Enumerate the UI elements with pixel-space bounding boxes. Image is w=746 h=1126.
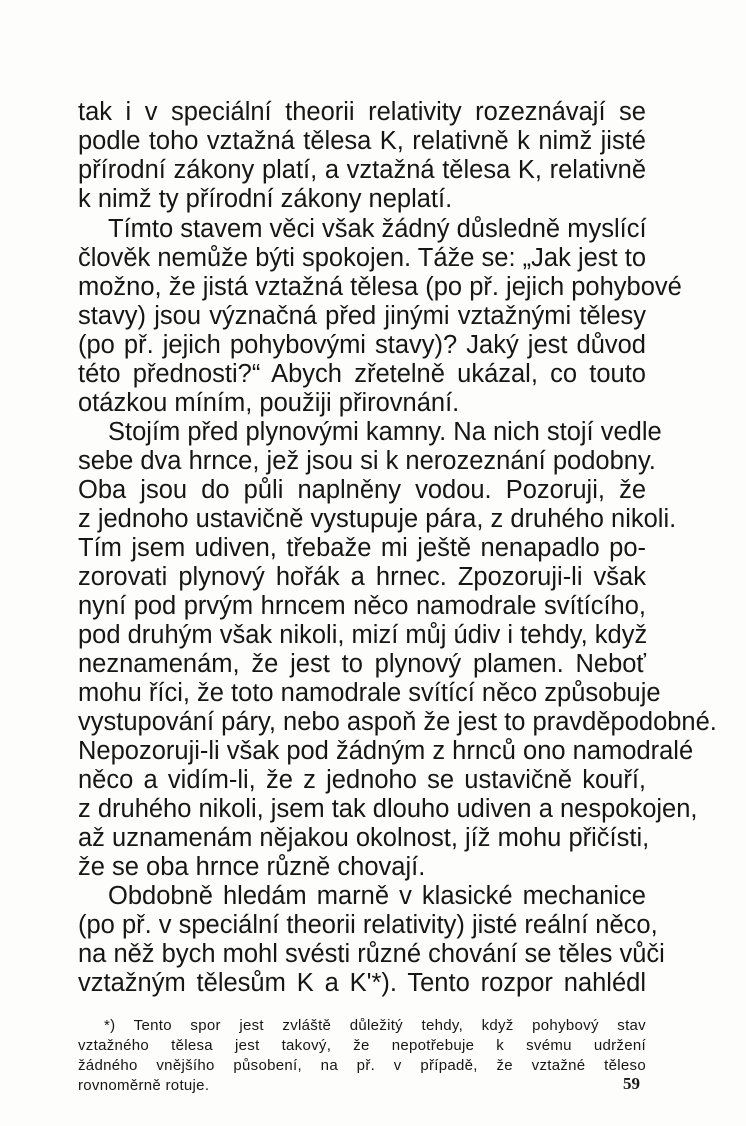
text-line: člověk nemůže býti spokojen. Táže se: „Jak jest to xyxy=(78,244,646,272)
text-line: něco a vidím-li, že z jednoho se ustavičně kouří, xyxy=(78,766,646,794)
footnote-line: *) Tento spor jest zvláště důležitý tehdy, když pohybový stav xyxy=(104,1017,646,1034)
text-line: (po př. jejich pohybovými stavy)? Jaký jest důvod xyxy=(78,331,646,359)
text-line: přírodní zákony platí, a vztažná tělesa K, relativně xyxy=(78,156,646,184)
text-line: možno, že jistá vztažná tělesa (po př. jejich pohybové xyxy=(78,273,682,301)
text-line: z jednoho ustavičně vystupuje pára, z druhého nikoli. xyxy=(78,505,677,533)
text-line: vztažným tělesům K a K'*). Tento rozpor nahlédl xyxy=(78,969,646,997)
text-line: neznamenám, že jest to plynový plamen. Neboť xyxy=(78,650,646,678)
text-line: Tímto stavem věci však žádný důsledně myslící xyxy=(108,215,647,243)
text-line: tak i v speciální theorii relativity rozeznávají se xyxy=(78,98,646,126)
text-line: Oba jsou do půli naplněny vodou. Pozoruji, že xyxy=(78,476,646,504)
text-line: k nimž ty přírodní zákony neplatí. xyxy=(78,185,453,213)
text-line: pod druhým však nikoli, mizí můj údiv i tehdy, když xyxy=(78,621,648,649)
text-line: Nepozoruji-li však pod žádným z hrnců ono namodralé xyxy=(78,737,694,765)
text-line: Stojím před plynovými kamny. Na nich stojí vedle xyxy=(108,418,662,446)
text-line: že se oba hrnce různě chovají. xyxy=(78,853,426,881)
footnote-line: žádného vnějšího působení, na př. v případě, že vztažné těleso xyxy=(78,1057,646,1074)
text-line: mohu říci, že toto namodrale svítící něco způsobuje xyxy=(78,679,661,707)
text-line: této přednosti?“ Abych zřetelně ukázal, co touto xyxy=(78,360,646,388)
text-line: Obdobně hledám marně v klasické mechanice xyxy=(108,882,646,910)
footnote-line: vztažného tělesa jest takový, že nepotřebuje k svému udržení xyxy=(78,1037,646,1054)
text-line: na něž bych mohl svésti různé chování se těles vůči xyxy=(78,940,665,968)
text-line: Tím jsem udiven, třebaže mi ještě nenapadlo po- xyxy=(78,534,646,562)
text-line: nyní pod prvým hrncem něco namodrale svítícího, xyxy=(78,592,646,620)
page-number: 59 xyxy=(623,1074,640,1093)
text-line: sebe dva hrnce, jež jsou si k nerozeznání podobny. xyxy=(78,447,656,475)
text-line: z druhého nikoli, jsem tak dlouho udiven a nespokojen, xyxy=(78,795,698,823)
text-line: vystupování páry, nebo aspoň že jest to pravděpodobné. xyxy=(78,708,717,736)
footnote-line: rovnoměrně rotuje. xyxy=(78,1077,210,1094)
text-line: stavy) jsou význačná před jinými vztažnými tělesy xyxy=(78,302,646,330)
text-line: otázkou míním, použiji přirovnání. xyxy=(78,389,460,417)
text-line: (po př. v speciální theorii relativity) jisté reální něco, xyxy=(78,911,658,939)
text-line: podle toho vztažná tělesa K, relativně k nimž jisté xyxy=(78,127,646,155)
text-line: až uznamenám nějakou okolnost, jíž mohu přičísti, xyxy=(78,824,650,852)
text-line: zorovati plynový hořák a hrnec. Zpozoruji-li však xyxy=(78,563,646,591)
